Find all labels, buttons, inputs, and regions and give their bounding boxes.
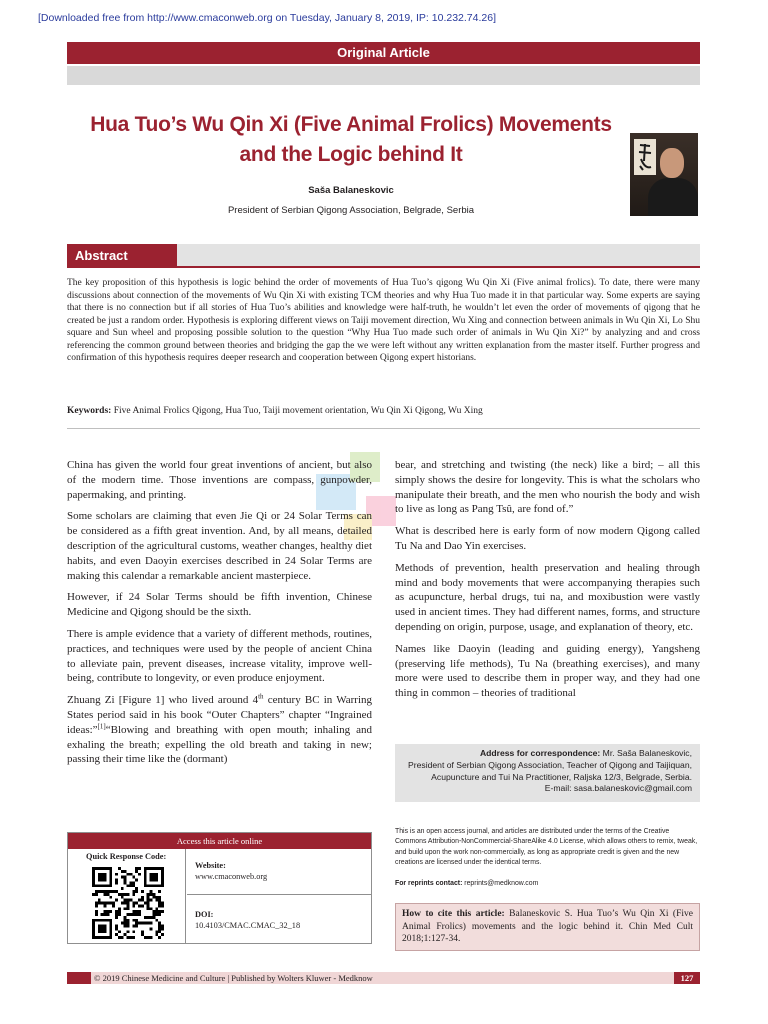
website-link[interactable]: www.cmaconweb.org (195, 871, 268, 881)
footer-copyright: © 2019 Chinese Medicine and Culture | Published by Wolters Kluwer - Medknow (94, 973, 373, 983)
reprints-email[interactable]: reprints@medknow.com (462, 880, 539, 887)
calligraphy-scroll (634, 139, 656, 175)
author-name: Saša Balaneskovic (308, 185, 394, 196)
doi-cell (187, 896, 371, 943)
paragraph: Methods of prevention, health preservation and healing through mind and body movements that were accompanying therapies such as acupuncture, herbal drugs, tui na, and moxibustion were vastly used in ancient times. They had different names, forms, and structure depending on origin, purpose, usage, and explanation of theory, etc. (395, 561, 700, 633)
title-line-1: Hua Tuo’s Wu Qin Xi (Five Animal Frolics) Movements (90, 113, 612, 136)
correspondence-label: Address for correspondence: (479, 748, 601, 758)
abstract-text: The key proposition of this hypothesis is logic behind the order of movements of Hua Tuo’s qigong Wu Qin Xi (Five animal frolics). To date, there were many discussions about connection of the movements of Wu Qin Xi with existing TCM theories and why Hua Tuo made it in that particular way. Some experts are saying that there is no connection but if all stories of Hua Tuo’s abilities and knowledge were half-truth, he wouldn’t let even the order of movements of qigong that he created be just a random order. Hypothesis is exploring different views on Taiji movement direction, Wu Xing and connection between animals in Wu Qin Xi, Lo Shu square and Sun wheel and proposing possible solution to the question “Why Hua Tuo made such order of animals in Wu Qin Xi?” by analyzing and and cross referencing the common ground between theories and bridging the gap the we were left without any written explanation from the master itself. Further progress and confirmation of this hypothesis requires deeper research and cooperation between Qigong expert historians. (67, 278, 700, 363)
page-number: 127 (674, 972, 700, 984)
article-title (67, 110, 635, 170)
correspondence-email[interactable]: E-mail: sasa.balaneskovic@gmail.com (544, 783, 692, 794)
keywords-label: Keywords: (67, 406, 112, 416)
paragraph: However, if 24 Solar Terms should be fifth invention, Chinese Medicine and Qigong should be the sixth. (67, 591, 372, 619)
reference-link[interactable]: [1] (97, 722, 106, 731)
abstract-header-band (177, 244, 700, 266)
superscript: th (258, 692, 264, 701)
keywords-list: Five Animal Frolics Qigong, Hua Tuo, Taiji movement orientation, Wu Qin Xi Qigong, Wu Xing (111, 406, 483, 416)
author-shoulders (648, 178, 698, 216)
website-label: Website: (195, 861, 226, 870)
author-photo (630, 133, 698, 216)
body-column-left (67, 458, 372, 774)
paragraph: There is ample evidence that a variety of different methods, routines, practices, and techniques were used by the people of ancient China to alleviate pain, prevent diseases, increase vitality, improve well-being, contribute to longevity, or even produce enjoyment. (67, 627, 372, 685)
citation-box (395, 903, 700, 951)
header-divider (67, 66, 700, 85)
abstract-heading: Abstract (67, 244, 177, 268)
citation-text: Balaneskovic S. Hua Tuo’s Wu Qin Xi (Five Animal Frolics) movements and the logic behind it. Chin Med Cult 2018;1:127-34. (402, 909, 693, 944)
keywords-divider (67, 428, 700, 429)
download-notice: [Downloaded free from http://www.cmaconweb.org on Tuesday, January 8, 2019, IP: 10.232.74.26] (38, 12, 496, 24)
paragraph: bear, and stretching and twisting (the neck) like a bird; – all this simply shows the desire for longevity. This is what the scholars who manipulate their breath, and the men who nourish the body and wish to live as long as Pang Tsû, are fond of.” (395, 459, 700, 516)
reprints-contact: For reprints contact: reprints@medknow.com (395, 880, 539, 887)
access-heading: Access this article online (68, 833, 371, 849)
paragraph: China has given the world four great inventions of ancient, but also of the modern time. Those inventions are compass, gunpowder, papermaking, and printing. (67, 459, 372, 501)
qr-code-icon[interactable] (92, 867, 164, 939)
correspondence-line: Acupuncture and Tui Na Practitioner, Raljska 12/3, Belgrade, Serbia. (431, 771, 692, 782)
qr-label: Quick Response Code: (86, 852, 167, 861)
access-online-box (67, 832, 372, 944)
doi-label: DOI: (195, 910, 214, 919)
correspondence-box: Address for correspondence: Mr. Saša Balaneskovic, President of Serbian Qigong Association, Teacher of Qigong and Taijiquan, Acupuncture and Tui Na Practitioner, Raljska 12/3, Belgrade, Serbia. E-mail: sasa.balaneskovic@gmail.com (395, 744, 700, 802)
qr-cell (68, 849, 186, 943)
doi-link[interactable]: 10.4103/CMAC.CMAC_32_18 (195, 920, 301, 930)
body-column-right (395, 458, 700, 708)
paragraph: Some scholars are claiming that even Jie Qi or 24 Solar Terms can be considered as a fifth great invention. And, by all means, detailed description of the agricultural customs, weather changes, healthy diet habits, and even Daoyin exercises described in 24 Solar Terms are making this calendar a remarkable ancient masterpiece. (67, 510, 372, 582)
abstract-header (67, 244, 700, 268)
license-notice: This is an open access journal, and articles are distributed under the terms of the Creative Commons Attribution-NonCommercial-ShareAlike 4.0 License, which allows others to remix, tweak, and build upon the work non-commercially, as long as appropriate credit is given and the new creations are licensed under the identical terms. (395, 828, 698, 866)
paragraph: Names like Daoyin (leading and guiding energy), Yangsheng (preserving life methods), Tu Na (breathing exercises), and many more were used to describe them in proper way, and they had one thing in common – theories of traditional (395, 642, 700, 700)
correspondence-line: President of Serbian Qigong Association, Teacher of Qigong and Taijiquan, (408, 759, 692, 770)
author-face (660, 148, 684, 178)
citation-label: How to cite this article: (402, 909, 505, 919)
keywords (67, 405, 700, 418)
website-cell (187, 849, 371, 895)
article-type-banner: Original Article (67, 42, 700, 64)
author-affiliation: President of Serbian Qigong Association, Belgrade, Serbia (227, 205, 475, 216)
title-line-2: and the Logic behind It (239, 143, 463, 166)
paragraph: What is described here is early form of now modern Qigong called Tu Na and Dao Yin exercises. (395, 525, 700, 552)
paragraph: Zhuang Zi [Figure 1] who lived around 4th century BC in Warring States period said in his book “Outer Chapters” chapter “Ingrained ideas:”[1]“Blowing and breathing with open mouth; inhaling and exhaling the breath; expelling the old breath and taking in new; passing their time like the (dormant) (67, 692, 373, 766)
